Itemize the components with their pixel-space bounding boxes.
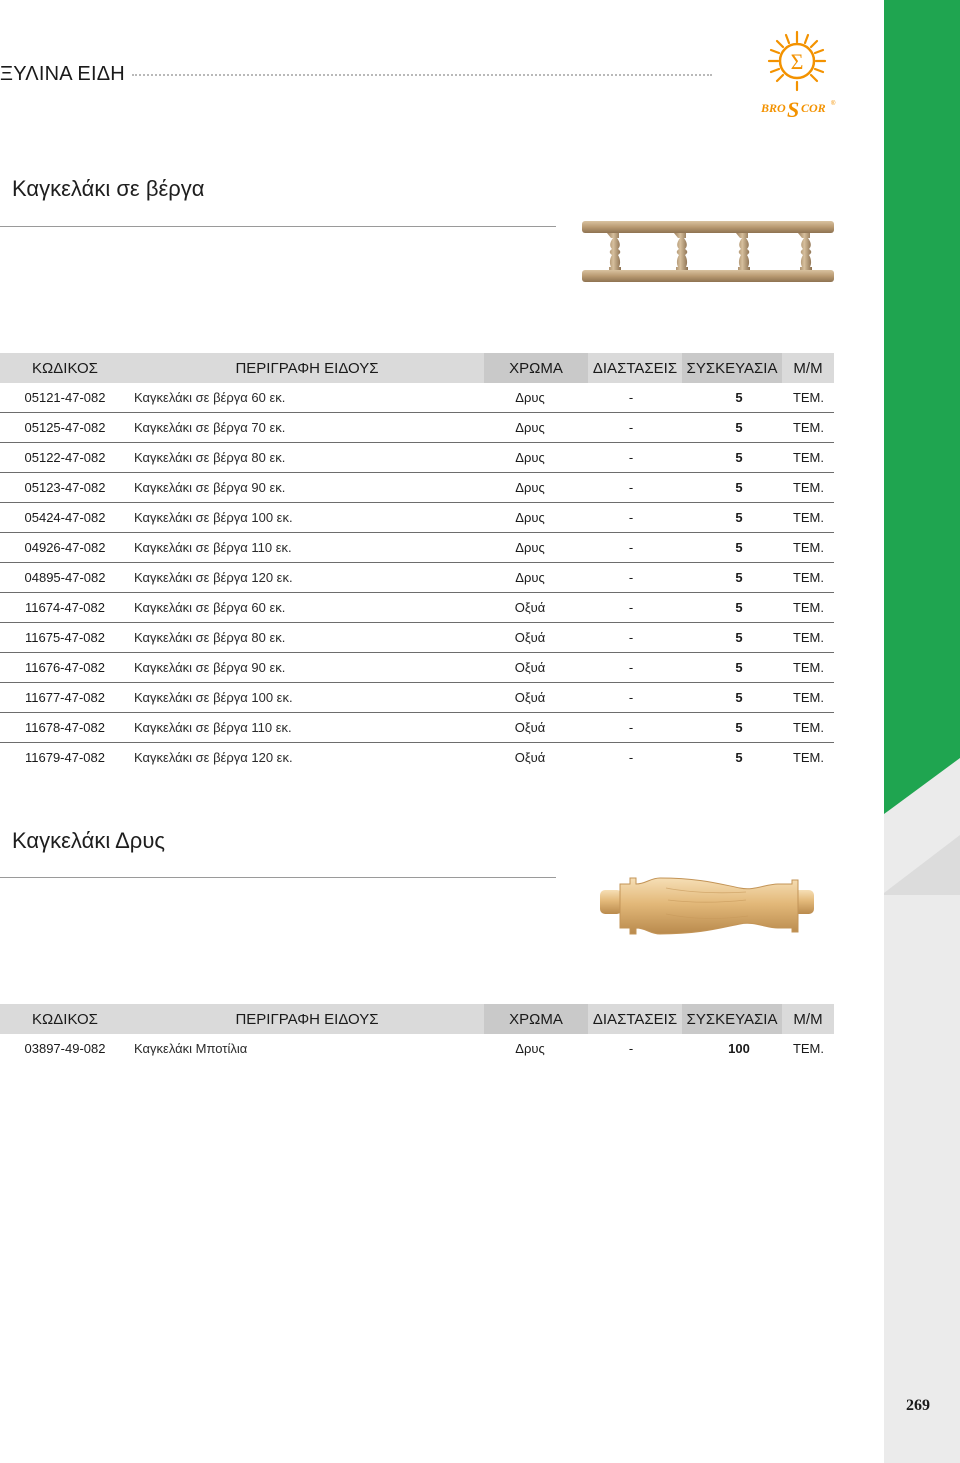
product-description: Καγκελάκι σε βέργα 90 εκ. xyxy=(130,473,484,503)
column-header-unit: Μ/Μ xyxy=(782,353,834,383)
product-dimensions: - xyxy=(588,713,682,743)
product-unit: ΤΕΜ. xyxy=(782,653,834,683)
product-description: Καγκελάκι Μποτίλια xyxy=(134,1041,248,1056)
table-row xyxy=(0,473,834,503)
product-packaging: 5 xyxy=(682,443,782,473)
product-dimensions: - xyxy=(588,533,682,563)
rail-balusters-table xyxy=(0,353,834,772)
table-row xyxy=(0,683,834,713)
green-side-band xyxy=(884,0,960,820)
product-packaging: 5 xyxy=(682,473,782,503)
product-color: Δρυς xyxy=(484,413,588,443)
product-description: Καγκελάκι σε βέργα 100 εκ. xyxy=(130,683,484,713)
product-color: Οξυά xyxy=(484,713,588,743)
product-dimensions: - xyxy=(628,1041,634,1056)
product-description: Καγκελάκι σε βέργα 70 εκ. xyxy=(130,413,484,443)
product-packaging: 5 xyxy=(735,750,743,765)
broscor-logo xyxy=(752,28,842,128)
table-row xyxy=(0,503,834,533)
table-header-row xyxy=(0,353,834,383)
product-unit: ΤΕΜ. xyxy=(782,623,834,653)
product-color: Δρυς xyxy=(484,473,588,503)
catalog-section-header: ΞΥΛΙΝΑ ΕΙΔΗ xyxy=(0,63,125,85)
product-packaging: 100 xyxy=(728,1041,750,1056)
section-title-rail-balusters: Καγκελάκι σε βέργα xyxy=(12,176,205,201)
product-packaging: 5 xyxy=(682,653,782,683)
table-row xyxy=(0,383,834,413)
product-packaging: 5 xyxy=(682,563,782,593)
product-dimensions: - xyxy=(588,443,682,473)
column-header-code: ΚΩΔΙΚΟΣ xyxy=(0,353,130,383)
product-unit: ΤΕΜ. xyxy=(782,503,834,533)
product-dimensions: - xyxy=(588,593,682,623)
product-code: 11675-47-082 xyxy=(0,623,130,653)
product-packaging: 5 xyxy=(682,713,782,743)
product-dimensions: - xyxy=(588,503,682,533)
oak-spindle-image xyxy=(596,866,818,942)
product-code: 04895-47-082 xyxy=(0,563,130,593)
product-packaging: 5 xyxy=(682,683,782,713)
product-code: 05123-47-082 xyxy=(0,473,130,503)
product-unit: ΤΕΜ. xyxy=(782,473,834,503)
oak-spindle-table xyxy=(0,1004,834,1063)
table-row xyxy=(0,623,834,653)
table-row xyxy=(0,1034,834,1063)
product-packaging: 5 xyxy=(682,503,782,533)
section-title-oak-spindle: Καγκελάκι Δρυς xyxy=(12,828,165,853)
product-dimensions: - xyxy=(588,623,682,653)
product-code: 03897-49-082 xyxy=(24,1041,106,1056)
table-row xyxy=(0,563,834,593)
product-unit: ΤΕΜ. xyxy=(782,533,834,563)
product-dimensions: - xyxy=(588,383,682,413)
product-dimensions: - xyxy=(588,473,682,503)
table-row xyxy=(0,743,834,773)
product-code: 11674-47-082 xyxy=(0,593,130,623)
product-packaging: 5 xyxy=(682,623,782,653)
section-divider xyxy=(0,226,556,227)
product-packaging: 5 xyxy=(682,593,782,623)
table-row xyxy=(0,533,834,563)
product-unit: ΤΕΜ. xyxy=(792,1041,824,1056)
product-color: Δρυς xyxy=(484,383,588,413)
product-packaging: 5 xyxy=(682,413,782,443)
product-color: Οξυά xyxy=(484,593,588,623)
product-description: Καγκελάκι σε βέργα 60 εκ. xyxy=(130,593,484,623)
logo-text-right: COR xyxy=(801,101,826,115)
product-dimensions: - xyxy=(588,563,682,593)
product-color: Οξυά xyxy=(514,750,546,765)
product-description: Καγκελάκι σε βέργα 110 εκ. xyxy=(130,713,484,743)
product-code: 04926-47-082 xyxy=(0,533,130,563)
product-dimensions: - xyxy=(588,413,682,443)
table-row xyxy=(0,413,834,443)
column-header-description: ΠΕΡΙΓΡΑΦΗ ΕΙΔΟΥΣ xyxy=(130,1004,484,1034)
column-header-packaging: ΣΥΣΚΕΥΑΣΙΑ xyxy=(682,1004,782,1034)
column-header-unit: Μ/Μ xyxy=(782,1004,834,1034)
product-dimensions: - xyxy=(588,683,682,713)
product-code: 11677-47-082 xyxy=(0,683,130,713)
product-color: Οξυά xyxy=(484,623,588,653)
product-dimensions: - xyxy=(588,653,682,683)
column-header-color: ΧΡΩΜΑ xyxy=(484,353,588,383)
product-unit: ΤΕΜ. xyxy=(782,443,834,473)
column-header-code: ΚΩΔΙΚΟΣ xyxy=(0,1004,130,1034)
table-row xyxy=(0,443,834,473)
product-unit: ΤΕΜ. xyxy=(782,383,834,413)
column-header-dimensions: ΔΙΑΣΤΑΣΕΙΣ xyxy=(588,353,682,383)
product-code: 05122-47-082 xyxy=(0,443,130,473)
column-header-packaging: ΣΥΣΚΕΥΑΣΙΑ xyxy=(682,353,782,383)
table-row xyxy=(0,653,834,683)
baluster-rail-image xyxy=(582,218,834,286)
product-code: 05424-47-082 xyxy=(0,503,130,533)
product-unit: ΤΕΜ. xyxy=(782,593,834,623)
product-unit: ΤΕΜ. xyxy=(792,750,824,765)
header-dotted-leader xyxy=(132,74,712,76)
product-description: Καγκελάκι σε βέργα 110 εκ. xyxy=(130,533,484,563)
page-number: 269 xyxy=(906,1397,930,1414)
product-description: Καγκελάκι σε βέργα 80 εκ. xyxy=(130,443,484,473)
column-header-color: ΧΡΩΜΑ xyxy=(484,1004,588,1034)
product-color: Δρυς xyxy=(484,443,588,473)
product-color: Δρυς xyxy=(484,503,588,533)
product-color: Δρυς xyxy=(515,1041,545,1056)
product-unit: ΤΕΜ. xyxy=(782,413,834,443)
logo-text-mid: S xyxy=(787,97,800,122)
product-packaging: 5 xyxy=(682,383,782,413)
product-color: Δρυς xyxy=(484,563,588,593)
product-color: Δρυς xyxy=(484,533,588,563)
section-divider xyxy=(0,877,556,878)
table-row xyxy=(0,593,834,623)
logo-sigma: Σ xyxy=(790,49,804,74)
product-color: Οξυά xyxy=(484,653,588,683)
table-header-row xyxy=(0,1004,834,1034)
logo-registered: ® xyxy=(831,101,836,107)
product-description: Καγκελάκι σε βέργα 120 εκ. xyxy=(130,563,484,593)
product-packaging: 5 xyxy=(682,533,782,563)
product-description: Καγκελάκι σε βέργα 90 εκ. xyxy=(130,653,484,683)
product-description: Καγκελάκι σε βέργα 60 εκ. xyxy=(130,383,484,413)
table-row xyxy=(0,713,834,743)
logo-text-left: BRO xyxy=(761,101,786,115)
product-description: Καγκελάκι σε βέργα 100 εκ. xyxy=(130,503,484,533)
product-code: 11678-47-082 xyxy=(0,713,130,743)
product-code: 11676-47-082 xyxy=(0,653,130,683)
product-unit: ΤΕΜ. xyxy=(782,713,834,743)
product-code: 05121-47-082 xyxy=(0,383,130,413)
product-code: 05125-47-082 xyxy=(0,413,130,443)
product-description: Καγκελάκι σε βέργα 80 εκ. xyxy=(130,623,484,653)
product-color: Οξυά xyxy=(484,683,588,713)
product-dimensions: - xyxy=(628,750,634,765)
column-header-dimensions: ΔΙΑΣΤΑΣΕΙΣ xyxy=(588,1004,682,1034)
column-header-description: ΠΕΡΙΓΡΑΦΗ ΕΙΔΟΥΣ xyxy=(130,353,484,383)
product-unit: ΤΕΜ. xyxy=(782,563,834,593)
product-unit: ΤΕΜ. xyxy=(782,683,834,713)
product-description: Καγκελάκι σε βέργα 120 εκ. xyxy=(134,750,293,765)
gray-side-wedge xyxy=(884,835,960,895)
product-code: 11679-47-082 xyxy=(25,750,105,765)
